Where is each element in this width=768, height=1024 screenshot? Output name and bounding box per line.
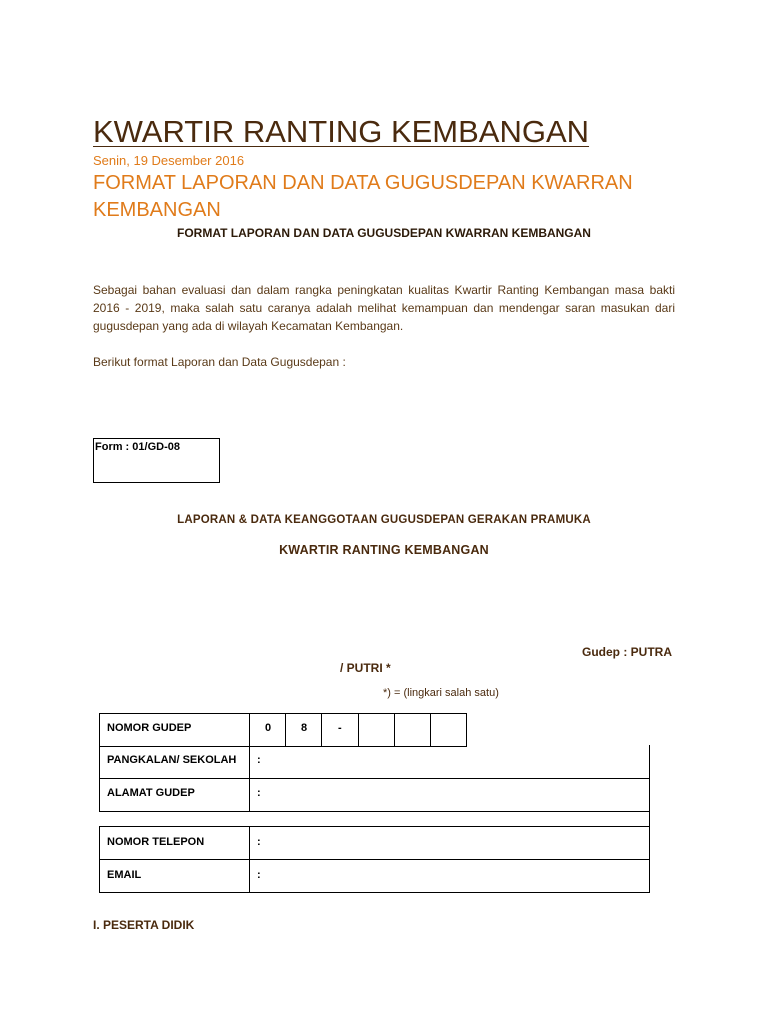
nomor-gudep-digit[interactable]: -	[338, 722, 342, 734]
circle-note: *) = (lingkari salah satu)	[383, 687, 499, 699]
report-subtitle: KWARTIR RANTING KEMBANGAN	[279, 543, 489, 557]
post-title: FORMAT LAPORAN DAN DATA GUGUSDEPAN KWARRAN KEMBANGAN	[93, 172, 633, 221]
report-title: LAPORAN & DATA KEANGGOTAAN GUGUSDEPAN GERAKAN PRAMUKA	[177, 514, 591, 526]
nomor-gudep-label: NOMOR GUDEP	[107, 722, 192, 734]
gudep-type-label: Gudep : PUTRA	[582, 645, 672, 659]
table-border	[99, 892, 650, 893]
table-border	[249, 746, 250, 812]
post-date: Senin, 19 Desember 2016	[93, 153, 245, 168]
section-heading-peserta-didik: I. PESERTA DIDIK	[93, 918, 195, 932]
table-border	[358, 713, 359, 747]
table-border	[99, 778, 650, 779]
table-border	[649, 745, 650, 827]
pangkalan-colon: :	[257, 754, 261, 766]
table-border	[99, 746, 467, 747]
nomor-gudep-digit[interactable]: 8	[300, 722, 308, 734]
table-border	[99, 713, 467, 714]
table-border	[394, 713, 395, 747]
format-intro-text: Berikut format Laporan dan Data Gugusdepan :	[93, 355, 346, 369]
table-border	[466, 713, 467, 747]
table-border	[99, 746, 100, 812]
telepon-colon: :	[257, 836, 261, 848]
table-border	[430, 713, 431, 747]
table-border	[99, 713, 100, 747]
table-border	[99, 811, 650, 812]
email-label: EMAIL	[107, 869, 142, 881]
alamat-gudep-label: ALAMAT GUDEP	[107, 787, 195, 799]
blog-title[interactable]: KWARTIR RANTING KEMBANGAN	[93, 114, 590, 149]
pangkalan-label: PANGKALAN/ SEKOLAH	[107, 754, 237, 766]
nomor-telepon-label: NOMOR TELEPON	[107, 836, 205, 848]
table-border	[99, 859, 650, 860]
nomor-gudep-digit[interactable]: 0	[264, 722, 272, 734]
document-subheading: FORMAT LAPORAN DAN DATA GUGUSDEPAN KWARRAN KEMBANGAN	[177, 226, 591, 240]
gudep-type-putri: / PUTRI *	[340, 661, 391, 675]
form-code: Form : 01/GD-08	[95, 441, 180, 453]
email-colon: :	[257, 869, 261, 881]
table-border	[249, 826, 650, 827]
table-border	[99, 826, 250, 827]
alamat-colon: :	[257, 787, 261, 799]
intro-paragraph: Sebagai bahan evaluasi dan dalam rangka peningkatan kualitas Kwartir Ranting Kembangan masa bakti 2016 - 2019, maka salah satu caranya adalah melihat kemampuan dan mendengar saran masukan dari gugusdepan yang ada di wilayah Kecamatan Kembangan.	[93, 283, 675, 333]
